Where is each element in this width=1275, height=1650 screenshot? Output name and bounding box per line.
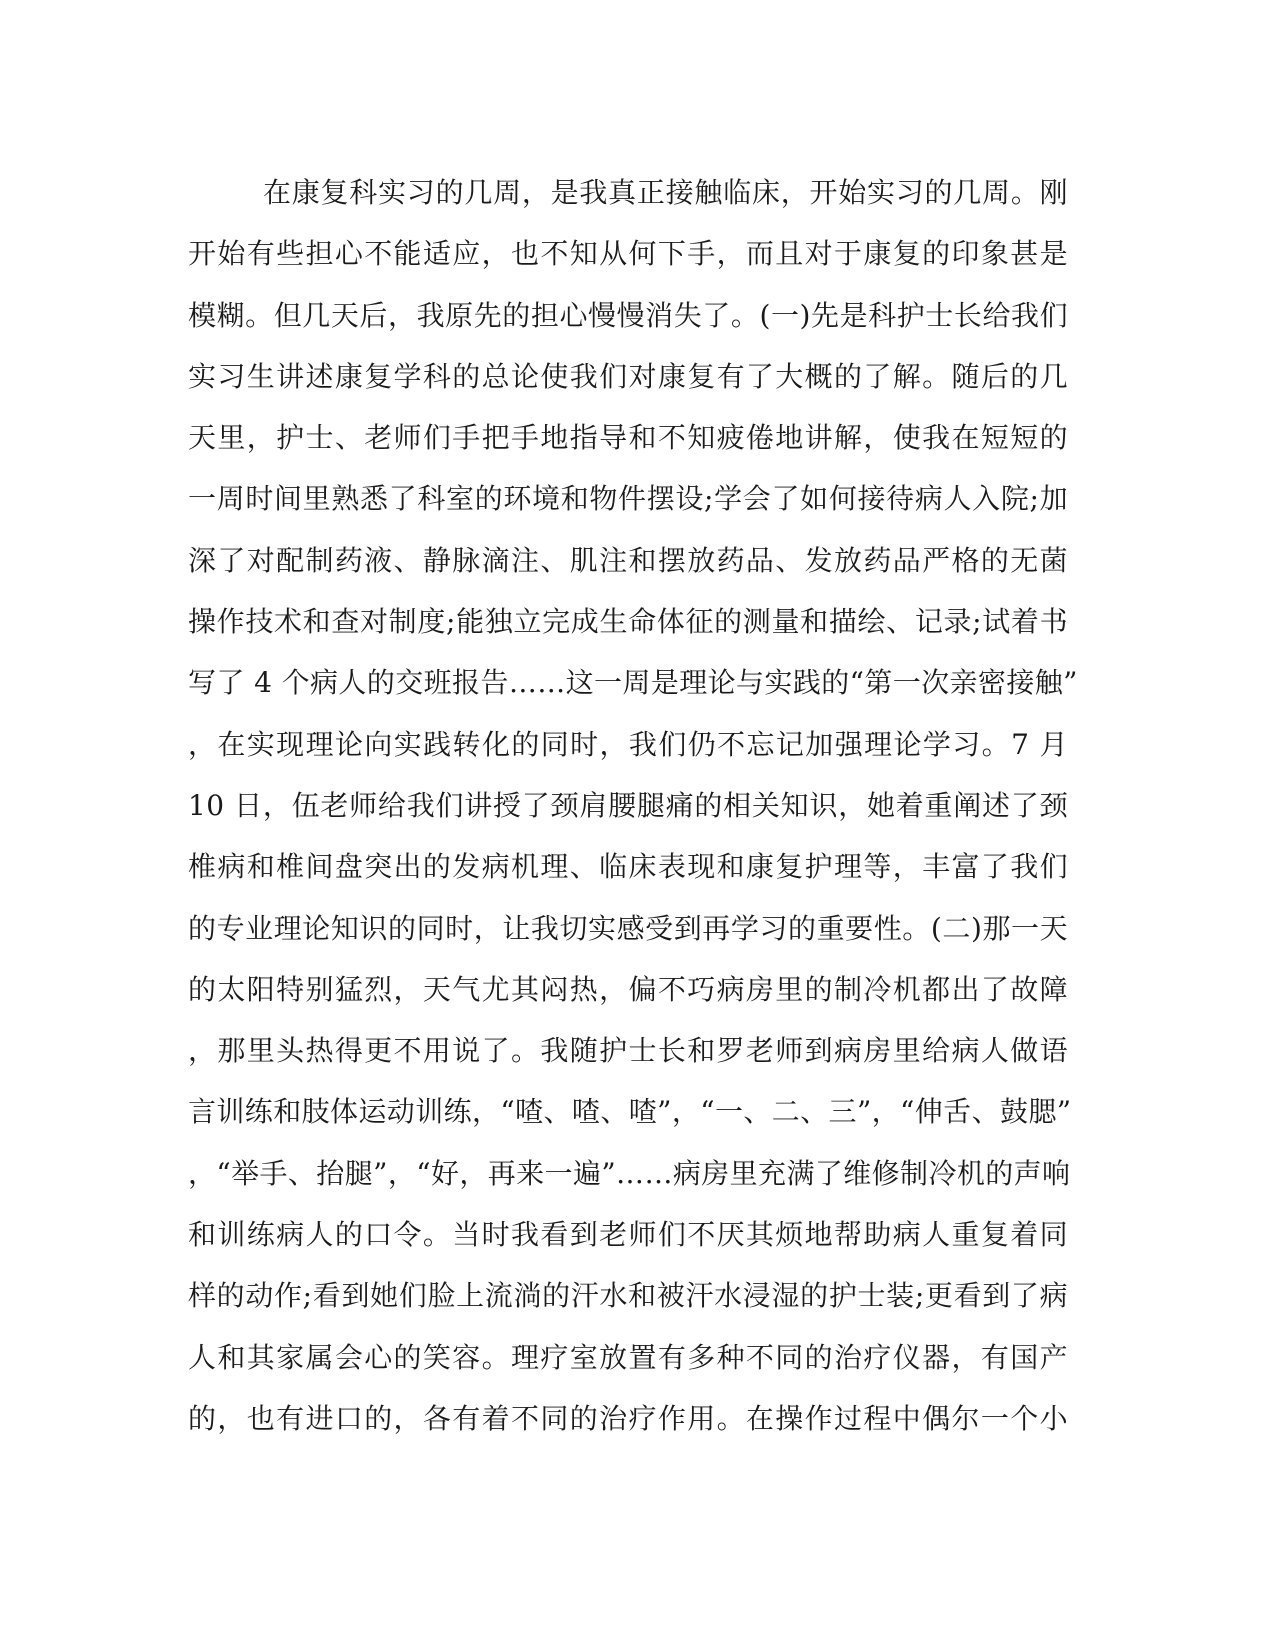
text-line: 在康复科实习的几周，是我真正接触临床，开始实习的几周。刚 [263, 176, 1068, 209]
text-line: 深了对配制药液、静脉滴注、肌注和摆放药品、发放药品严格的无菌 [188, 543, 1068, 577]
text-line: 的专业理论知识的同时，让我切实感受到再学习的重要性。(二)那一天 [188, 911, 1068, 945]
text-line: 和训练病人的口令。当时我看到老师们不厌其烦地帮助病人重复着同 [188, 1218, 1068, 1252]
text-line: 操作技术和查对制度;能独立完成生命体征的测量和描绘、记录;试着书 [188, 605, 1068, 639]
text-line: 天里，护士、老师们手把手地指导和不知疲倦地讲解，使我在短短的 [188, 421, 1068, 455]
text-line: 写了 4 个病人的交班报告……这一周是理论与实践的“第一次亲密接触” [188, 666, 1078, 700]
text-line: 样的动作;看到她们脸上流淌的汗水和被汗水浸湿的护士装;更看到了病 [188, 1279, 1068, 1313]
text-line: ，在实现理论向实践转化的同时，我们仍不忘记加强理论学习。7 月 [188, 727, 1068, 761]
text-line: 的太阳特别猛烈，天气尤其闷热，偏不巧病房里的制冷机都出了故障 [188, 972, 1068, 1006]
text-line: 的，也有进口的，各有着不同的治疗作用。在操作过程中偶尔一个小 [188, 1401, 1068, 1435]
text-line: 模糊。但几天后，我原先的担心慢慢消失了。(一)先是科护士长给我们 [188, 298, 1068, 332]
text-line: ，那里头热得更不用说了。我随护士长和罗老师到病房里给病人做语 [188, 1034, 1068, 1068]
text-line: 10 日，伍老师给我们讲授了颈肩腰腿痛的相关知识，她着重阐述了颈 [188, 788, 1068, 822]
text-line: 言训练和肢体运动训练，“喳、喳、喳”，“一、二、三”，“伸舌、鼓腮” [188, 1095, 1072, 1129]
text-line: 椎病和椎间盘突出的发病机理、临床表现和康复护理等，丰富了我们 [188, 850, 1068, 884]
body-text [188, 162, 1078, 1449]
text-line: 一周时间里熟悉了科室的环境和物件摆设;学会了如何接待病人入院;加 [188, 482, 1068, 516]
text-line: 开始有些担心不能适应，也不知从何下手，而且对于康复的印象甚是 [188, 237, 1068, 271]
text-line: 人和其家属会心的笑容。理疗室放置有多种不同的治疗仪器，有国产 [188, 1340, 1068, 1374]
text-line: ，“举手、抬腿”，“好，再来一遍”……病房里充满了维修制冷机的声响 [188, 1156, 1071, 1190]
text-line: 实习生讲述康复学科的总论使我们对康复有了大概的了解。随后的几 [188, 359, 1068, 393]
